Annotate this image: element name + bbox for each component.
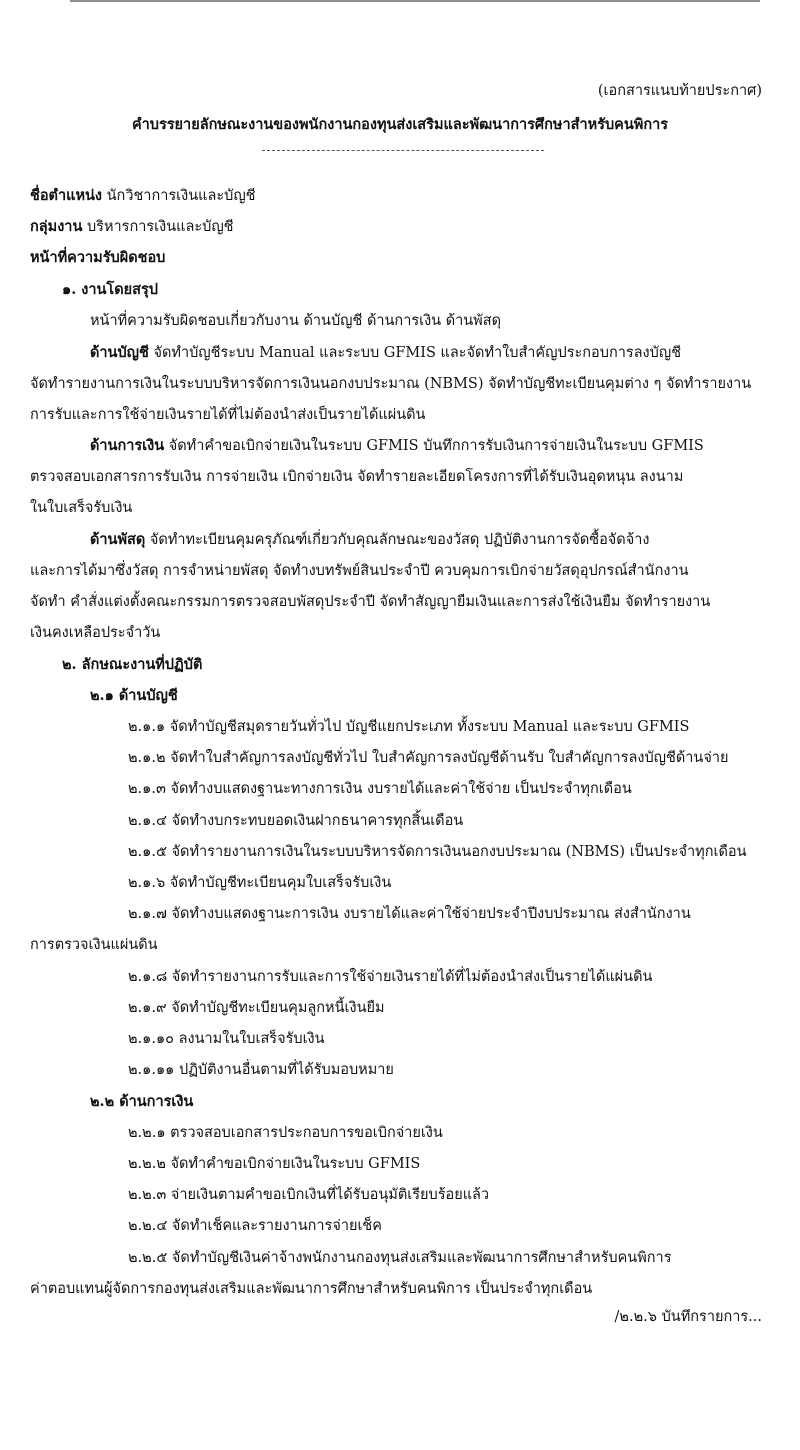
position-value: นักวิชาการเงินและบัญชี [106,188,256,204]
continuation-note: /๒.๒.๖ บันทึกรายการ... [614,1309,762,1325]
finance-text-1: จัดทำคำขอเบิกจ่ายเงินในระบบ GFMIS บันทึกการรับเงินการจ่ายเงินในระบบ GFMIS [168,438,704,454]
accounting-summary-line-2: จัดทำรายงานการเงินในระบบบริหารจัดการเงินนอกงบประมาณ (NBMS) จัดทำบัญชีทะเบียนคุมต่าง ๆ จัดทำรายงาน [30,376,752,392]
supplies-text-1: จัดทำทะเบียนคุมครุภัณฑ์เกี่ยวกับคุณลักษณะของวัสดุ ปฏิบัติงานการจัดซื้อจัดจ้าง [149,532,650,548]
scan-edge-line [70,0,760,6]
finance-summary-line-1 [90,436,704,456]
finance-summary-line-2: ตรวจสอบเอกสารการรับเงิน การจ่ายเงิน เบิกจ่ายเงิน จัดทำรายละเอียดโครงการที่ได้รับเงินอุดหนุน ลงนาม [30,469,684,485]
position-label: ชื่อตำแหน่ง [30,187,103,204]
finance-tasks-heading: ๒.๒ ด้านการเงิน [90,1093,194,1110]
finance-task-item: ๒.๒.๔ จัดทำเช็คและรายงานการจ่ายเช็ค [128,1218,382,1234]
accounting-task-item: ๒.๑.๙ จัดทำบัญชีทะเบียนคุมลูกหนี้เงินยืม [128,1000,385,1016]
accounting-task-item: ๒.๑.๖ จัดทำบัญชีทะเบียนคุมใบเสร็จรับเงิน [128,875,392,891]
accounting-task-item-cont: การตรวจเงินแผ่นดิน [30,937,158,953]
accounting-summary-line-1 [90,343,681,363]
supplies-summary-line-2: และการได้มาซึ่งวัสดุ การจำหน่ายพัสดุ จัดทำงบทรัพย์สินประจำปี ควบคุมการเบิกจ่ายวัสดุอุปกรณ์สำนักงาน [30,563,689,579]
tasks-heading: ๒. ลักษณะงานที่ปฏิบัติ [62,656,203,673]
accounting-task-item: ๒.๑.๑๑ ปฏิบัติงานอื่นตามที่ได้รับมอบหมาย [128,1062,394,1078]
accounting-task-item: ๒.๑.๓ จัดทำงบแสดงฐานะทางการเงิน งบรายได้และค่าใช้จ่าย เป็นประจำทุกเดือน [128,781,632,797]
position-row [30,186,256,206]
finance-summary-line-3: ในใบเสร็จรับเงิน [30,500,133,516]
finance-task-item: ๒.๒.๒ จัดทำคำขอเบิกจ่ายเงินในระบบ GFMIS [128,1156,421,1172]
finance-task-item-cont: ค่าตอบแทนผู้จัดการกองทุนส่งเสริมและพัฒนาการศึกษาสำหรับคนพิการ เป็นประจำทุกเดือน [30,1281,593,1297]
supplies-summary-line-3: จัดทำ คำสั่งแต่งตั้งคณะกรรมการตรวจสอบพัสดุประจำปี จัดทำสัญญายืมเงินและการส่งใช้เงินยืม จัดทำรายงาน [30,594,711,610]
accounting-task-item: ๒.๑.๘ จัดทำรายงานการรับและการใช้จ่ายเงินรายได้ที่ไม่ต้องนำส่งเป็นรายได้แผ่นดิน [128,969,653,985]
finance-label: ด้านการเงิน [90,437,165,454]
summary-heading: ๑. งานโดยสรุป [62,281,158,298]
summary-intro: หน้าที่ความรับผิดชอบเกี่ยวกับงาน ด้านบัญชี ด้านการเงิน ด้านพัสดุ [90,313,501,329]
supplies-summary-line-1 [90,530,649,550]
attachment-note: (เอกสารแนบท้ายประกาศ) [597,83,762,99]
finance-task-item: ๒.๒.๑ ตรวจสอบเอกสารประกอบการขอเบิกจ่ายเงิน [128,1125,443,1141]
accounting-text-1: จัดทำบัญชีระบบ Manual และระบบ GFMIS และจัดทำใบสำคัญประกอบการลงบัญชี [153,345,682,361]
accounting-task-item: ๒.๑.๑ จัดทำบัญชีสมุดรายวันทั่วไป บัญชีแยกประเภท ทั้งระบบ Manual และระบบ GFMIS [128,719,690,735]
accounting-task-item: ๒.๑.๗ จัดทำงบแสดงฐานะการเงิน งบรายได้และค่าใช้จ่ายประจำปีงบประมาณ ส่งสำนักงาน [128,906,691,922]
accounting-tasks-heading: ๒.๑ ด้านบัญชี [90,687,178,704]
title-separator [262,150,544,151]
finance-task-item: ๒.๒.๕ จัดทำบัญชีเงินค่าจ้างพนักงานกองทุนส่งเสริมและพัฒนาการศึกษาสำหรับคนพิการ [128,1250,672,1266]
accounting-label: ด้านบัญชี [90,344,149,361]
finance-task-item: ๒.๒.๓ จ่ายเงินตามคำขอเบิกเงินที่ได้รับอนุมัติเรียบร้อยแล้ว [128,1187,490,1203]
supplies-summary-line-4: เงินคงเหลือประจำวัน [30,625,161,641]
accounting-task-item: ๒.๑.๕ จัดทำรายงานการเงินในระบบบริหารจัดการเงินนอกงบประมาณ (NBMS) เป็นประจำทุกเดือน [128,844,747,860]
document-title: คำบรรยายลักษณะงานของพนักงานกองทุนส่งเสริมและพัฒนาการศึกษาสำหรับคนพิการ [131,116,669,133]
group-value: บริหารการเงินและบัญชี [86,219,234,235]
group-label: กลุ่มงาน [30,218,83,235]
accounting-summary-line-3: การรับและการใช้จ่ายเงินรายได้ที่ไม่ต้องนำส่งเป็นรายได้แผ่นดิน [30,407,426,423]
duties-heading: หน้าที่ความรับผิดชอบ [30,249,166,266]
accounting-task-item: ๒.๑.๒ จัดทำใบสำคัญการลงบัญชีทั่วไป ใบสำคัญการลงบัญชีด้านรับ ใบสำคัญการลงบัญชีด้านจ่าย [128,750,729,766]
group-row [30,217,234,237]
supplies-label: ด้านพัสดุ [90,531,146,548]
accounting-task-item: ๒.๑.๑๐ ลงนามในใบเสร็จรับเงิน [128,1031,325,1047]
accounting-task-item: ๒.๑.๔ จัดทำงบกระทบยอดเงินฝากธนาคารทุกสิ้นเดือน [128,813,464,829]
